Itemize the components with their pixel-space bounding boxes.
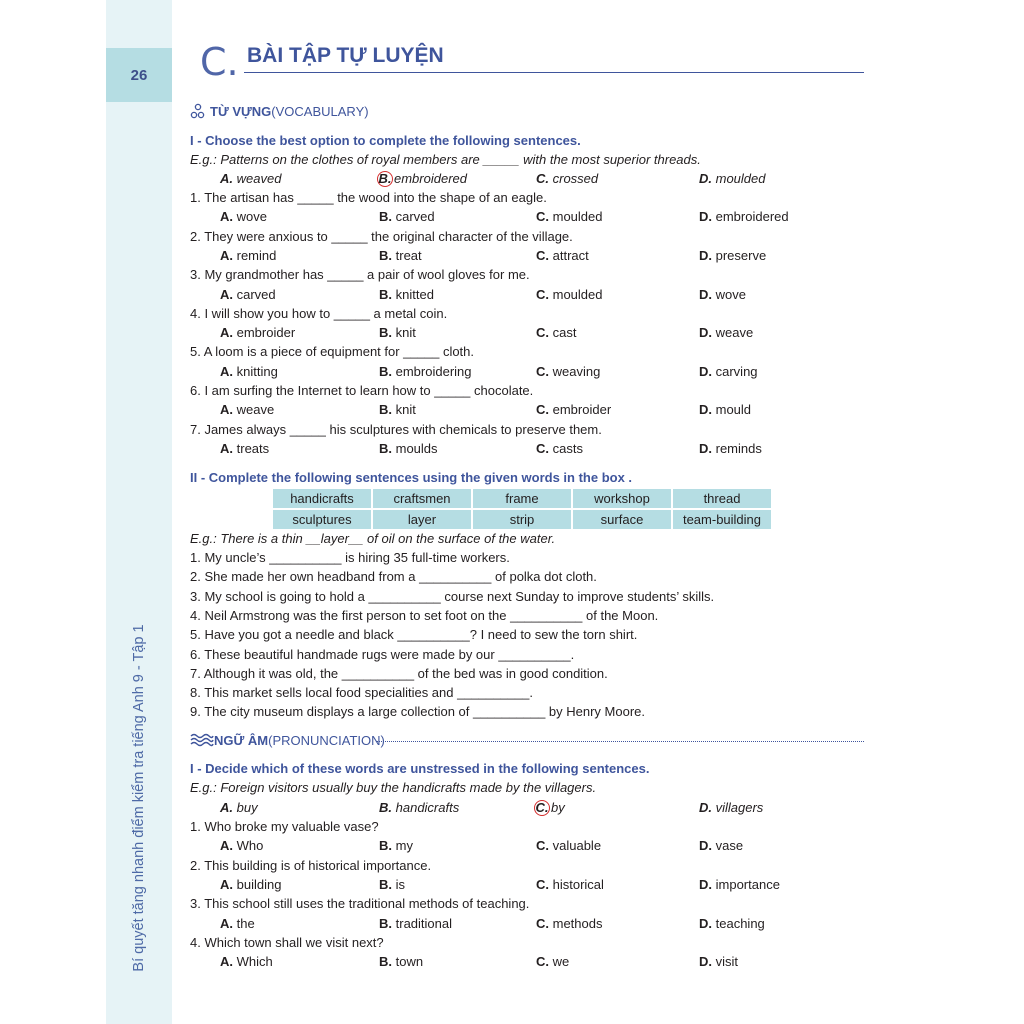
pron-choice-c: C. methods — [536, 915, 603, 931]
vocab-choice-b: B. carved — [379, 209, 435, 225]
pron-example-choice-a: A. buy — [220, 800, 258, 815]
vocab-choice-b: B. embroidering — [379, 363, 472, 379]
pron-example-choice-d: D. villagers — [699, 800, 764, 815]
vocab-choice-c: C. casts — [536, 440, 583, 456]
vocab-choice-a: A. weave — [220, 402, 275, 418]
vocab-choice-c: C. moulded — [536, 209, 603, 225]
word-box-cell: frame — [473, 489, 571, 508]
word-box-cell: layer — [373, 510, 471, 529]
vocab-choice-a: A. treats — [220, 440, 270, 456]
word-box — [271, 487, 773, 531]
vocab-question: 7. James always _____ his sculptures with chemicals to preserve them. — [190, 421, 602, 437]
pron-question: 1. Who broke my valuable vase? — [190, 819, 379, 834]
pron-choice-b: B. is — [379, 876, 406, 892]
dotted-divider — [376, 741, 864, 742]
fill-question: 6. These beautiful handmade rugs were made by our __________. — [190, 646, 575, 662]
pron-choice-d: D. importance — [699, 876, 780, 892]
pron-question: 4. Which town shall we visit next? — [190, 934, 384, 950]
vocab-choice-d: D. weave — [699, 325, 754, 341]
word-box-cell: surface — [573, 510, 671, 529]
pron-heading — [190, 732, 385, 748]
bubbles-icon — [190, 103, 210, 119]
word-box-cell: thread — [673, 489, 771, 508]
word-box-cell: craftsmen — [373, 489, 471, 508]
vocab-part1-example: E.g.: Patterns on the clothes of royal members are _____ with the most superior threads. — [190, 152, 701, 167]
fill-question: 5. Have you got a needle and black __________? I need to sew the torn shirt. — [190, 627, 638, 643]
vocab-choice-a: A. knitting — [220, 363, 278, 379]
vocab-question: 1. The artisan has _____ the wood into the shape of an eagle. — [190, 190, 547, 205]
pron-example-choice-c: C. by — [535, 800, 565, 815]
fill-question: 4. Neil Armstrong was the first person to set foot on the __________ of the Moon. — [190, 607, 659, 623]
vocab-choice-a: A. carved — [220, 286, 276, 302]
vocab-choice-c: C. embroider — [536, 402, 612, 418]
pron-choice-b: B. my — [379, 838, 413, 854]
vocab-part2-title: II - Complete the following sentences using the given words in the box . — [190, 470, 633, 485]
example-choice-a: A. weaved — [220, 171, 282, 186]
section-title: BÀI TẬP TỰ LUYỆN — [247, 44, 444, 67]
vocab-choice-d: D. preserve — [699, 247, 767, 263]
fill-question: 9. The city museum displays a large collection of __________ by Henry Moore. — [190, 704, 646, 720]
fill-question: 7. Although it was old, the __________ of the bed was in good condition. — [190, 665, 608, 681]
vocab-choice-b: B. treat — [379, 247, 422, 263]
vocab-choice-b: B. knit — [379, 325, 416, 341]
answer-circle: C. — [535, 800, 549, 815]
word-box-cell: team-building — [673, 510, 771, 529]
pron-choice-d: D. teaching — [699, 915, 765, 931]
fill-question: 8. This market sells local food specialities and __________. — [190, 685, 534, 701]
pron-question: 2. This building is of historical importance. — [190, 857, 432, 873]
pron-heading-rest: (PRONUNCIATION) — [268, 732, 385, 748]
fill-question: 2. She made her own headband from a __________ of polka dot cloth. — [190, 569, 597, 585]
example-choice-b: B. embroidered — [378, 171, 467, 186]
pron-part1-example: E.g.: Foreign visitors usually buy the handicrafts made by the villagers. — [190, 780, 597, 795]
page-number: 26 — [106, 48, 172, 102]
vocab-choice-a: A. remind — [220, 247, 277, 263]
example-choice-d: D. moulded — [699, 171, 766, 186]
word-box-row — [273, 510, 771, 529]
sidebar — [106, 0, 172, 1024]
word-box-row — [273, 489, 771, 508]
vocab-choice-a: A. embroider — [220, 325, 296, 341]
vocab-choice-d: D. embroidered — [699, 209, 789, 225]
word-box-cell: strip — [473, 510, 571, 529]
answer-circle: B. — [378, 171, 392, 186]
pron-part1-title: I - Decide which of these words are unstressed in the following sentences. — [190, 761, 650, 776]
fill-question: 3. My school is going to hold a __________ course next Sunday to improve students’ skills. — [190, 588, 715, 604]
vocab-choice-c: C. weaving — [536, 363, 601, 379]
pron-example-choice-b: B. handicrafts — [379, 800, 460, 815]
word-box-cell: sculptures — [273, 510, 371, 529]
vocab-question: 6. I am surfing the Internet to learn how to _____ chocolate. — [190, 383, 534, 398]
vocab-heading-rest: (VOCABULARY) — [271, 103, 369, 119]
word-box-cell: workshop — [573, 489, 671, 508]
vocab-heading — [190, 103, 369, 119]
vocab-part2-example: E.g.: There is a thin __layer__ of oil on the surface of the water. — [190, 531, 556, 546]
vocab-choice-c: C. attract — [536, 247, 589, 263]
pron-choice-c: C. we — [536, 954, 570, 970]
section-letter: C. — [200, 40, 239, 84]
vocab-choice-a: A. wove — [220, 209, 267, 225]
pron-choice-a: A. Who — [220, 838, 264, 854]
pron-choice-b: B. town — [379, 954, 424, 970]
book-title-vertical: Bí quyết tăng nhanh điểm kiểm tra tiếng Anh 9 - Tập 1 — [131, 624, 147, 972]
vocab-question: 2. They were anxious to _____ the original character of the village. — [190, 228, 573, 244]
vocab-question: 5. A loom is a piece of equipment for _____ cloth. — [190, 344, 475, 360]
vocab-choice-b: B. knitted — [379, 286, 434, 302]
vocab-question: 3. My grandmother has _____ a pair of wool gloves for me. — [190, 267, 530, 283]
pron-choice-d: D. visit — [699, 954, 739, 970]
vocab-choice-b: B. moulds — [379, 440, 438, 456]
vocab-choice-d: D. reminds — [699, 440, 762, 456]
pron-choice-a: A. Which — [220, 954, 273, 970]
vocab-choice-c: C. cast — [536, 325, 577, 341]
pron-choice-a: A. building — [220, 876, 282, 892]
example-choice-c: C. crossed — [536, 171, 599, 186]
wave-icon — [190, 732, 214, 748]
pron-heading-bold: NGỮ ÂM — [214, 732, 269, 748]
vocab-choice-c: C. moulded — [536, 286, 603, 302]
vocab-heading-bold: TỪ VỰNG — [210, 103, 272, 119]
vocab-choice-d: D. carving — [699, 363, 758, 379]
vocab-part1-title: I - Choose the best option to complete the following sentences. — [190, 133, 581, 148]
pron-question: 3. This school still uses the traditional methods of teaching. — [190, 896, 530, 912]
pron-choice-c: C. valuable — [536, 838, 602, 854]
vocab-choice-d: D. wove — [699, 286, 746, 302]
vocab-question: 4. I will show you how to _____ a metal coin. — [190, 305, 448, 321]
pron-choice-c: C. historical — [536, 876, 604, 892]
section-underline — [244, 72, 864, 73]
vocab-choice-d: D. mould — [699, 402, 752, 418]
fill-question: 1. My uncle’s __________ is hiring 35 full-time workers. — [190, 550, 510, 565]
pron-choice-d: D. vase — [699, 838, 744, 854]
vocab-choice-b: B. knit — [379, 402, 416, 418]
pron-choice-a: A. the — [220, 915, 255, 931]
pron-choice-b: B. traditional — [379, 915, 452, 931]
word-box-cell: handicrafts — [273, 489, 371, 508]
